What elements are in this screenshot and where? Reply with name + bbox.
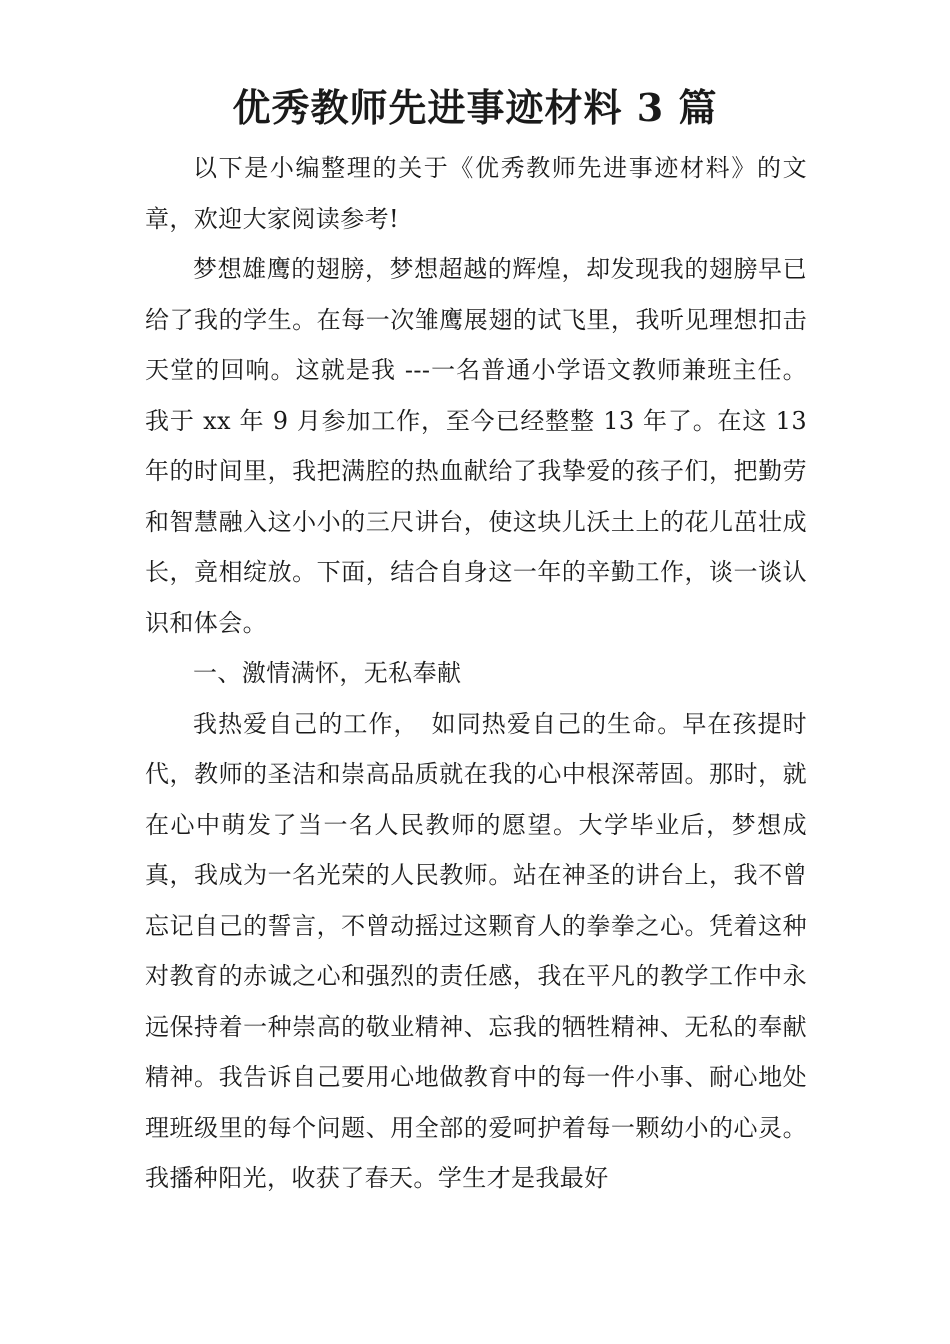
paragraph-intro: 以下是小编整理的关于《优秀教师先进事迹材料》的文章，欢迎大家阅读参考! — [145, 154, 807, 233]
document-title: 优秀教师先进事迹材料 3 篇 — [232, 85, 718, 130]
document-body — [145, 143, 807, 1204]
section-heading-1: 一、激情满怀，无私奉献 — [193, 659, 462, 687]
paragraph-dream: 梦想雄鹰的翅膀，梦想超越的辉煌，却发现我的翅膀早已给了我的学生。在每一次雏鹰展翅的试飞里，我听见理想扣击天堂的回响。这就是我 ---一名普通小学语文教师兼班主任。我于 xx 年 9 月参加工作，至今已经整整 13 年了。在这 13 年的时间里，我把满腔的热血献给了我挚爱的孩子们，把勤劳和智慧融入这小小的三尺讲台，使这块儿沃土上的花儿茁壮成长，竟相绽放。下面，结合自身这一年的辛勤工作，谈一谈认识和体会。 — [145, 255, 807, 637]
paragraph-passion: 我热爱自己的工作， 如同热爱自己的生命。早在孩提时代，教师的圣洁和崇高品质就在我的心中根深蒂固。那时，就在心中萌发了当一名人民教师的愿望。大学毕业后，梦想成真，我成为一名光荣的人民教师。站在神圣的讲台上，我不曾忘记自己的誓言，不曾动摇过这颗育人的拳拳之心。凭着这种对教育的赤诚之心和强烈的责任感，我在平凡的教学工作中永远保持着一种崇高的敬业精神、忘我的牺牲精神、无私的奉献精神。我告诉自己要用心地做教育中的每一件小事、耐心地处理班级里的每个问题、用全部的爱呵护着每一颗幼小的心灵。我播种阳光，收获了春天。学生才是我最好 — [145, 709, 807, 1192]
